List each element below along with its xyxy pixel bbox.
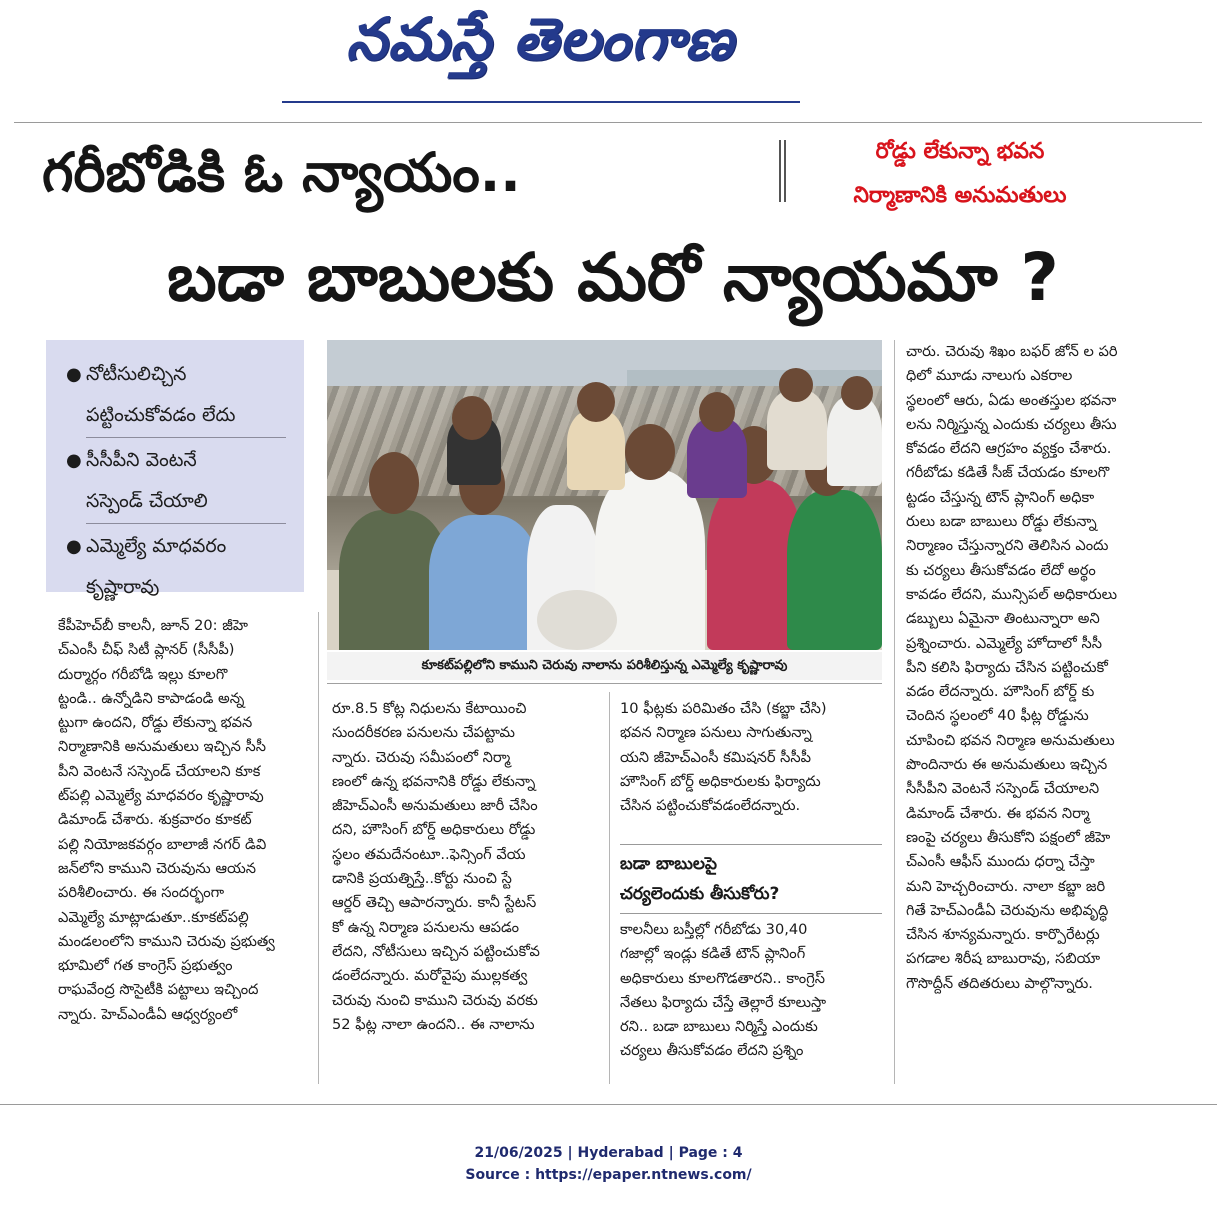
highlight-text: కృష్ణారావు [86, 576, 160, 598]
text-line: చారు. చెరువు శిఖం బఫర్ జోన్ ల పరి [906, 343, 1118, 360]
text-line: చెందిన స్థలంలో 40 ఫీట్ల రోడ్డును [906, 707, 1089, 725]
highlight-text: నోటీసులిచ్చిన [86, 363, 187, 385]
text-line: డిమాండ్ చేశారు. ఈ భవన నిర్మా [906, 804, 1090, 822]
person-head [577, 382, 615, 422]
article-column-2 [332, 697, 598, 1037]
text-line: ప్రశ్నించారు. ఎమ్మెల్యే హోదాలో సీసీ [906, 634, 1102, 652]
person-figure [767, 390, 827, 470]
person-figure [787, 490, 882, 650]
text-line: ఎమ్మెల్యే మాట్లాడుతూ..కూకట్‌పల్లి [58, 908, 249, 926]
highlight-text: ఎమ్మెల్యే మాధవరం [86, 535, 227, 557]
person-head [699, 392, 735, 432]
subheading-line: బడా బాబులపై [620, 854, 718, 874]
highlight-text: సీసీపీని వెంటనే [86, 449, 197, 471]
person-head [841, 376, 873, 410]
text-line: డబ్బులు ఏమైనా తింటున్నారా అని [906, 610, 1100, 628]
masthead-underline [282, 101, 800, 103]
text-line: కోవడం లేదని ఆగ్రహం వ్యక్తం చేశారు. [906, 440, 1112, 458]
text-line: ట్టుగా ఉందని, రోడ్డు లేకున్నా భవన [58, 714, 253, 732]
person-head [779, 368, 813, 402]
masthead [0, 0, 1217, 110]
news-photo [327, 340, 882, 650]
text-line: ణంలో ఉన్న భవనానికి రోడ్డు లేకున్నా [332, 772, 536, 790]
text-line: గజాల్లో ఇండ్లు కడితే టౌన్ ప్లానింగ్ [620, 945, 806, 963]
bullet-icon: ● [66, 536, 82, 557]
person-head [625, 424, 675, 480]
highlight-text: సస్పెండ్ చేయాలి [86, 490, 208, 512]
text-line: రని.. బడా బాబులు నిర్మిస్తే ఎందుకు [620, 1018, 818, 1036]
text-line: పీని కలిసి ఫిర్యాదు చేసిన పట్టించుకో [906, 658, 1108, 676]
subheading-rule-top [620, 844, 882, 845]
text-line: న్నారు. హెచ్‌ఎండీఏ ఆధ్వర్యంలో [58, 1005, 238, 1023]
text-line: 10 ఫీట్లకు పరిమితం చేసి (కబ్జా చేసి) [620, 700, 827, 717]
text-line: దుర్మార్గం గరీబోడి ఇల్లు కూలగొ [58, 665, 228, 683]
text-line: కు చర్యలు తీసుకోవడం లేదో అర్థం [906, 561, 1096, 579]
text-line: మండలంలోని కాముని చెరువు ప్రభుత్వ [58, 932, 275, 950]
highlight-item [66, 354, 290, 435]
article-top-border [14, 122, 1202, 123]
person-head [369, 452, 419, 514]
text-line: ట్టడం చేస్తున్న టౌన్ ప్లానింగ్ అధికా [906, 488, 1095, 506]
article-column-3 [620, 697, 882, 818]
newspaper-logo: నమస్తే తెలంగాణ [346, 4, 734, 73]
text-line: చర్యలు తీసుకోవడం లేదని ప్రశ్నిం [620, 1042, 804, 1060]
text-line: సుందరీకరణ పనులను చేపట్టామ [332, 724, 515, 742]
subheading-line: చర్యలెందుకు తీసుకోరు? [620, 884, 780, 904]
text-line: నిర్మాణం చేస్తున్నారని తెలిసిన ఎందు [906, 537, 1109, 555]
article-column-4 [906, 340, 1170, 996]
column-rule [894, 340, 895, 1084]
text-line: జన్‌లోని కాముని చెరువును ఆయన [58, 859, 256, 877]
text-line: గౌసొద్దీన్ తదితరులు పాల్గొన్నారు. [906, 974, 1093, 992]
text-line: జీహెచ్‌ఎంసీ అనుమతులు జారీ చేసిం [332, 797, 538, 815]
person-figure [567, 410, 625, 490]
text-line: అధికారులు కూలగొడతారని.. కాంగ్రెస్ [620, 969, 825, 987]
person-head-grey [537, 590, 617, 650]
text-line: ట్‌పల్లి ఎమ్మెల్యే మాధవరం కృష్ణారావు [58, 787, 264, 805]
column-rule [318, 612, 319, 1084]
article-bottom-border [0, 1104, 1217, 1105]
text-line: 52 ఫీట్ల నాలా ఉందని.. ఈ నాలాను [332, 1015, 535, 1033]
text-line: రూ.8.5 కోట్ల నిధులను కేటాయించి [332, 700, 527, 717]
text-line: లేదని, నోటీసులు ఇచ్చిన పట్టించుకోవ [332, 942, 540, 960]
person-figure [429, 515, 539, 650]
text-line: ధిలో మూడు నాలుగు ఎకరాల [906, 367, 1073, 385]
text-line: చ్‌ఎంసీ ఆఫీస్ ముందు ధర్నా చేస్తా [906, 853, 1095, 871]
text-line: గితే హెచ్‌ఎండీఏ చెరువును అభివృద్ధి [906, 901, 1109, 919]
text-line: చ్‌ఎంసీ చీఫ్ సిటీ ప్లానర్ (సీసీపీ) [58, 641, 235, 659]
highlight-divider [86, 437, 286, 438]
text-line: వడం లేదన్నారు. హౌసింగ్ బోర్డ్ కు [906, 683, 1095, 701]
text-line: డంలేదన్నారు. మరోవైపు ముల్లకత్వ [332, 967, 528, 985]
subheading [620, 840, 882, 918]
text-line: కాలనీలు బస్తీల్లో గరీబోడు 30,40 [620, 921, 808, 938]
text-line: ణంపై చర్యలు తీసుకోని పక్షంలో జీహె [906, 828, 1111, 846]
text-line: యని జీహెచ్‌ఎంసీ కమిషనర్ సీసీపీ [620, 748, 812, 766]
text-line: భవన నిర్మాణ పనులు సాగుతున్నా [620, 724, 812, 742]
caption-divider [327, 683, 882, 684]
text-line: హౌసింగ్ బోర్డ్ అధికారులకు ఫిర్యాదు [620, 772, 821, 790]
highlight-item [66, 526, 290, 607]
headline-primary: గరీబోడికి ఓ న్యాయం.. [42, 141, 521, 204]
text-line: నేతలు ఫిర్యాదు చేస్తే తెల్లారే కూలుస్తా [620, 993, 827, 1011]
kicker-line: రోడ్డు లేకున్నా భవన [875, 139, 1045, 164]
highlight-item [66, 440, 290, 521]
text-line: దని, హౌసింగ్ బోర్డ్ అధికారులు రోడ్డు [332, 821, 536, 839]
text-line: రులు బడా బాబులు రోడ్డు లేకున్నా [906, 513, 1097, 531]
text-line: న్నారు. చెరువు సమీపంలో నిర్మా [332, 748, 511, 766]
kicker-divider [779, 140, 781, 202]
text-line: పీని వెంటనే సస్పెండ్ చేయాలని కూక [58, 762, 261, 780]
subheading-rule-bottom [620, 913, 882, 914]
text-line: ట్టండి.. ఉన్నోడిని కాపాడండి అన్న [58, 689, 245, 707]
text-line: పరిశీలించారు. ఈ సందర్భంగా [58, 884, 225, 902]
article-column-1 [58, 614, 308, 1027]
person-head [452, 396, 492, 440]
edition-info: 21/06/2025 | Hyderabad | Page : 4 [474, 1145, 743, 1161]
text-line: కో ఉన్న నిర్మాణ పనులను ఆపడం [332, 918, 520, 936]
column-rule [609, 692, 610, 1084]
article-column-3-continued [620, 918, 882, 1064]
photo-caption: కూకట్‌పల్లిలోని కాముని చెరువు నాలాను పరిశీలిస్తున్న ఎమ్మెల్యే కృష్ణారావు [327, 652, 882, 680]
kicker-divider-second [784, 140, 786, 202]
text-line: నిర్మాణానికి అనుమతులు ఇచ్చిన సీసీ [58, 738, 266, 756]
text-line: చేసిన పట్టించుకోవడంలేదన్నారు. [620, 797, 801, 815]
text-line: లను నిర్మిస్తున్న ఎందుకు చర్యలు తీసు [906, 415, 1117, 433]
highlight-divider [86, 523, 286, 524]
headline-secondary: బడా బాబులకు మరో న్యాయమా ? [167, 239, 1059, 316]
text-line: పల్లి నియోజకవర్గం బాలాజీ నగర్ డివి [58, 835, 267, 853]
text-line: కేపీహెచ్‌బీ కాలనీ, జూన్ 20: జీహె [58, 617, 248, 634]
text-line: డానికి ప్రయత్నిస్తే..కోర్టు నుంచి స్టే [332, 870, 512, 888]
text-line: సీసీపీని వెంటనే సస్పెండ్ చేయాలని [906, 780, 1100, 798]
bullet-icon: ● [66, 364, 82, 385]
text-line: గరీబోడు కడితే సీజ్ చేయడం కూలగొ [906, 464, 1110, 482]
highlight-text: పట్టించుకోవడం లేదు [86, 404, 236, 426]
text-line: చెరువు నుంచి కాముని చెరువు వరకు [332, 991, 538, 1009]
text-line: భూమిలో గత కాంగ్రెస్ ప్రభుత్వం [58, 957, 233, 975]
text-line: స్థలంలో ఆరు, ఏడు అంతస్తుల భవనా [906, 391, 1117, 409]
text-line: రాఘవేంద్ర సొసైటీకి పట్టాలు ఇచ్చింద [58, 981, 259, 999]
text-line: ఆర్డర్ తెచ్చి ఆపారన్నారు. కానీ స్టేటస్ [332, 894, 537, 912]
text-line: పొందినారు ఈ అనుమతులు ఇచ్చిన [906, 756, 1108, 774]
text-line: డిమాండ్ చేశారు. శుక్రవారం కూకట్ [58, 811, 252, 829]
text-line: కావడం లేదని, మున్సిపల్ అధికారులు [906, 585, 1118, 603]
page-footer [0, 1142, 1217, 1186]
text-line: మని హెచ్చరించారు. నాలా కబ్జా జరి [906, 877, 1106, 895]
text-line: పగడాల శిరీష బాబురావు, సబియా [906, 950, 1101, 968]
text-line: చేసిన శూన్యమన్నారు. కార్పొరేటర్లు [906, 926, 1100, 944]
text-line: స్థలం తమదేనంటూ..ఫెన్సింగ్ వేయ [332, 845, 526, 863]
highlights-box [46, 340, 304, 598]
kicker [800, 130, 1120, 218]
text-line: చూపించి భవన నిర్మాణ అనుమతులు [906, 731, 1115, 749]
kicker-line: నిర్మాణానికి అనుమతులు [853, 183, 1067, 208]
source-link[interactable]: Source : https://epaper.ntnews.com/ [465, 1167, 752, 1183]
bullet-icon: ● [66, 450, 82, 471]
